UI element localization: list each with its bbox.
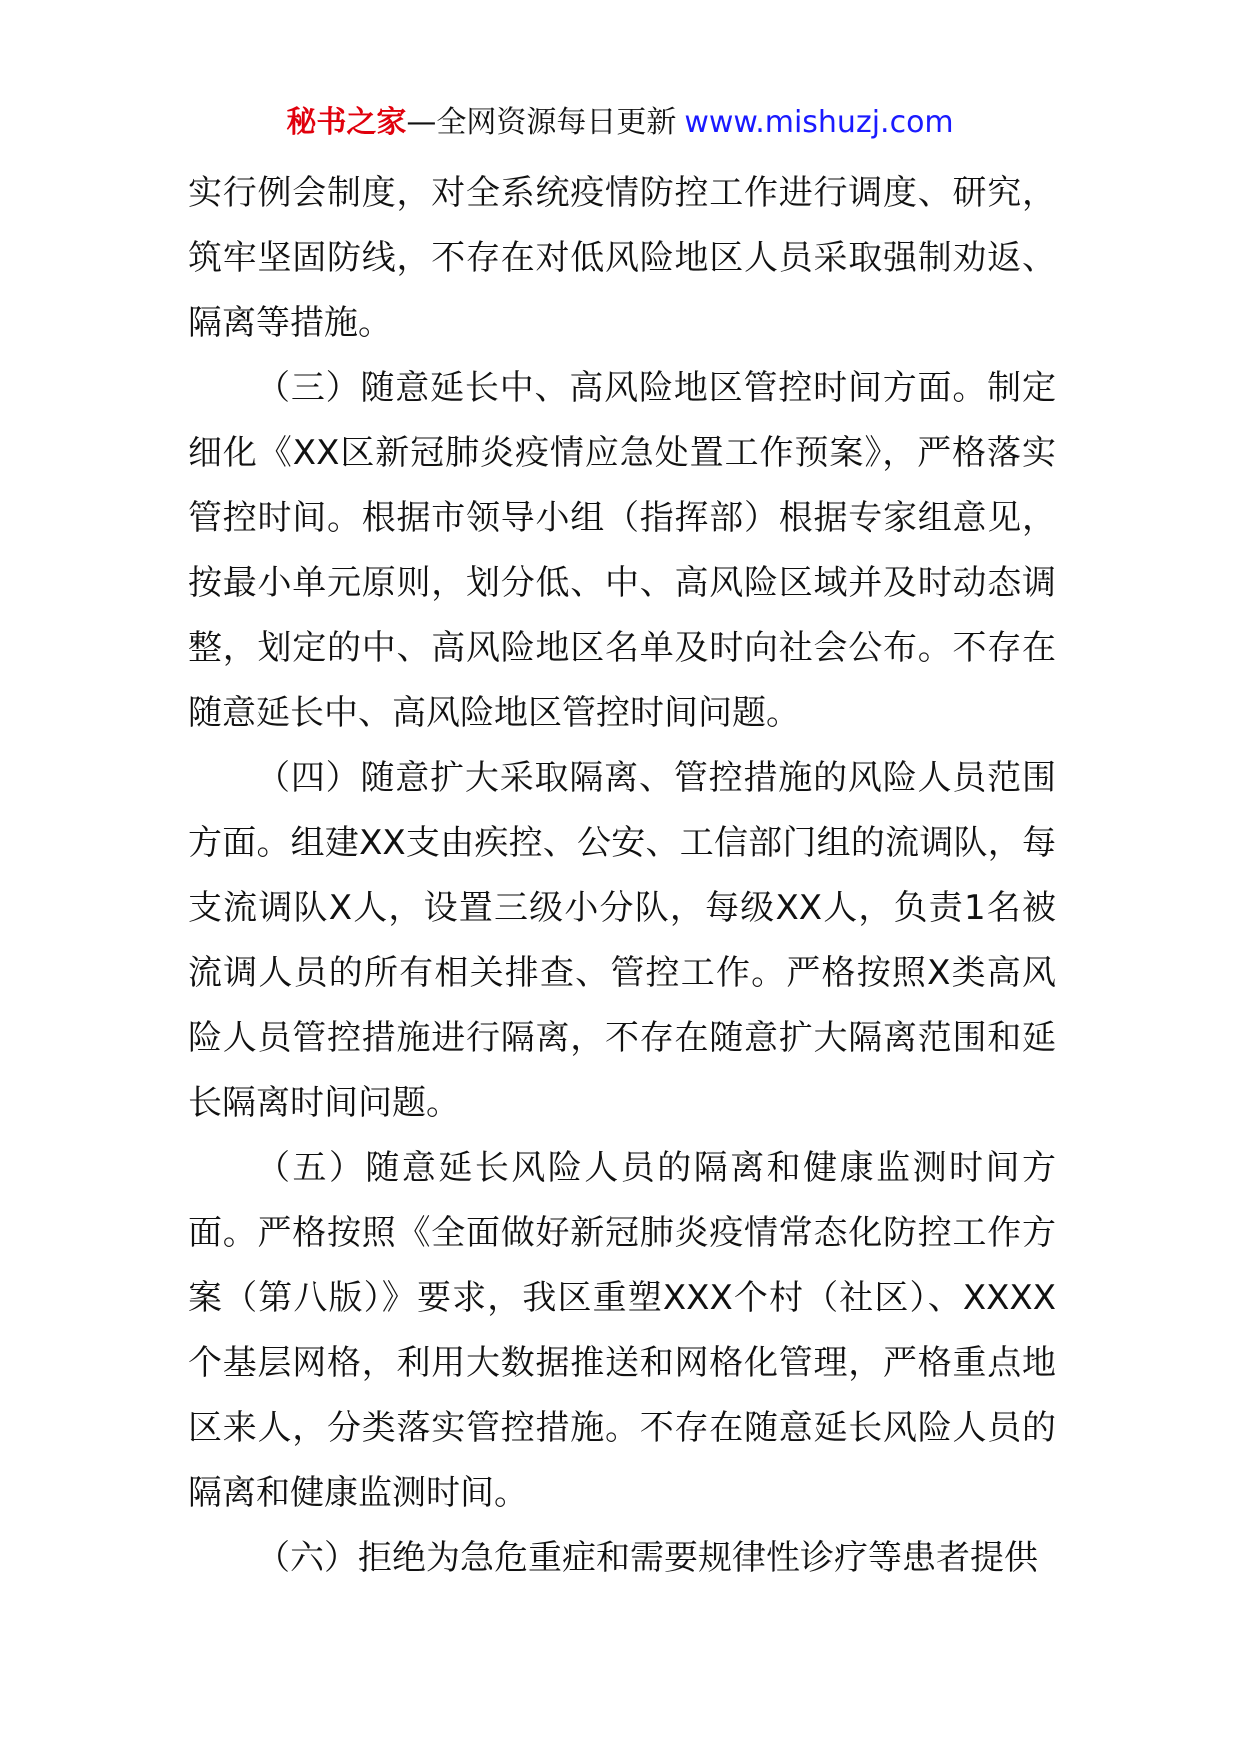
paragraph-section-5: （五）随意延长风险人员的隔离和健康监测时间方面。严格按照《全面做好新冠肺炎疫情常态化防控工作方案（第八版）》要求，我区重塑XXX个村（社区）、XXXX个基层网格，利用大数据推送和网格化管理，严格重点地区来人，分类落实管控措施。不存在随意延长风险人员的隔离和健康监测时间。 [188, 1148, 1056, 1513]
paragraph-section-4: （四）随意扩大采取隔离、管控措施的风险人员范围方面。组建XX支由疾控、公安、工信部门组的流调队，每支流调队X人，设置三级小分队，每级XX人，负责1名被流调人员的所有相关排查、管控工作。严格按照X类高风险人员管控措施进行隔离，不存在随意扩大隔离范围和延长隔离时间问题。 [188, 758, 1056, 1123]
header-slogan: 全网资源每日更新 [436, 105, 677, 140]
document-body [188, 161, 1056, 1591]
header-dash: — [406, 105, 437, 140]
paragraph-continuation: 实行例会制度，对全系统疫情防控工作进行调度、研究，筑牢坚固防线，不存在对低风险地区人员采取强制劝返、隔离等措施。 [188, 173, 1056, 343]
paragraph-section-6: （六）拒绝为急危重症和需要规律性诊疗等患者提供 [256, 1538, 1038, 1578]
page-header [0, 103, 1240, 143]
brand-name: 秘书之家 [286, 105, 407, 140]
site-url-link[interactable]: www.mishuzj.com [684, 105, 954, 140]
paragraph-section-3: （三）随意延长中、高风险地区管控时间方面。制定细化《XX区新冠肺炎疫情应急处置工作预案》，严格落实管控时间。根据市领导小组（指挥部）根据专家组意见，按最小单元原则，划分低、中、高风险区域并及时动态调整，划定的中、高风险地区名单及时向社会公布。不存在随意延长中、高风险地区管控时间问题。 [188, 368, 1056, 733]
